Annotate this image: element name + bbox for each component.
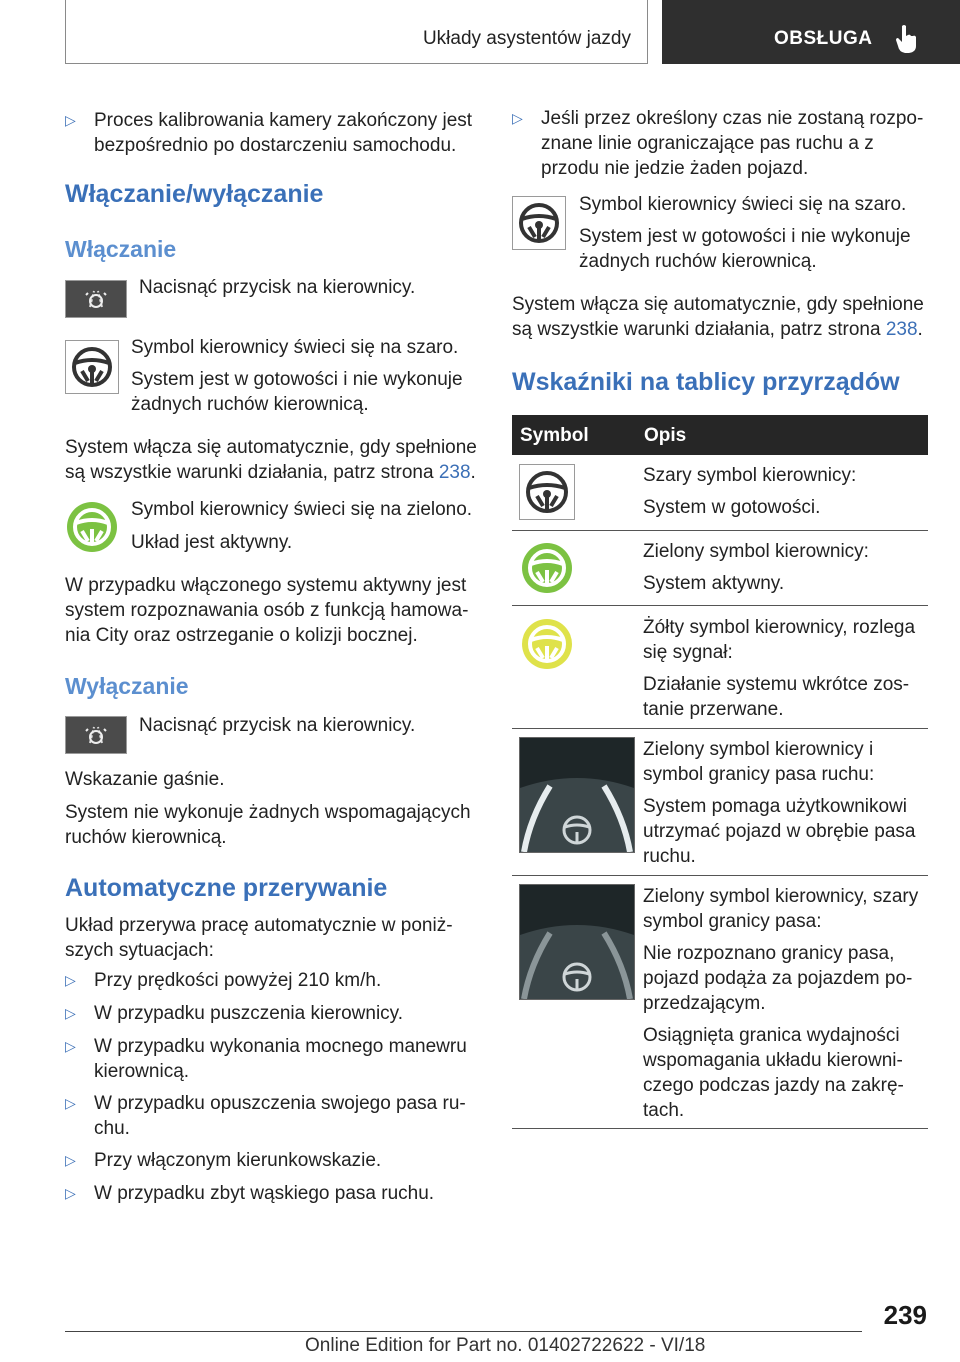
row-desc-line: Żółty symbol kierownicy, rozlega: [643, 617, 916, 638]
right-auto-on-line: System włącza się automatycznie, gdy spełnione: [512, 294, 924, 315]
table-row-divider: [512, 530, 928, 531]
list-item-line: W przypadku zbyt wąskiego pasa ruchu.: [94, 1183, 435, 1204]
on-press-text: Nacisnąć przycisk na kierownicy.: [139, 277, 416, 298]
heading-on-off: Włączanie/wyłączanie: [65, 180, 324, 208]
lane-display-green-icon: [519, 737, 635, 853]
row-desc-line: Zielony symbol kierownicy, szary: [643, 886, 919, 907]
steering-assist-button-icon: [65, 280, 127, 318]
row-desc-line: System pomaga użytkownikowi: [643, 796, 907, 817]
table-row-divider: [512, 875, 928, 876]
list-item-line: Przy włączonym kierunkowskazie.: [94, 1150, 382, 1171]
lane-display-grey-icon: [519, 884, 635, 1000]
interrupt-intro-line: Układ przerywa pracę automatycznie w poniż-: [65, 915, 453, 936]
page-number: 239: [883, 1300, 927, 1330]
row-desc-line: Szary symbol kierownicy:: [643, 465, 857, 486]
bullet-triangle-icon: ▷: [65, 1038, 76, 1054]
footer-edition: Online Edition for Part no. 01402722622 - VI/18: [305, 1335, 706, 1356]
heading-auto-interrupt: Automatyczne przerywanie: [65, 874, 388, 902]
row-desc-line: tach.: [643, 1100, 685, 1121]
row-desc-line: wspomagania układu kierowni-: [643, 1050, 903, 1071]
grey-symbol-text: Symbol kierownicy świeci się na szaro.: [131, 337, 459, 358]
page-ref-link[interactable]: 238: [438, 462, 471, 483]
off-system-line: System nie wykonuje żadnych wspomagających: [65, 802, 471, 823]
auto-on-line: są wszystkie warunki działania, patrz strona: [65, 462, 439, 483]
bullet-triangle-icon: ▷: [512, 110, 523, 126]
table-row: [643, 884, 918, 1123]
list-item-line: chu.: [94, 1118, 130, 1139]
green-steering-wheel-icon: [65, 500, 119, 554]
interrupt-intro-line: szych sytuacjach:: [65, 940, 214, 961]
right-ready-text: [579, 224, 911, 274]
bullet-triangle-icon: ▷: [65, 112, 76, 128]
row-desc-line: się sygnał:: [643, 642, 733, 663]
row-desc-line: Działanie systemu wkrótce zos-: [643, 674, 910, 695]
steering-assist-button-icon: [65, 716, 127, 754]
col-symbol-header: Symbol: [520, 425, 589, 446]
right-ready-line: żadnych ruchów kierownicą.: [579, 251, 817, 272]
header-section-box: [65, 0, 648, 64]
list-item-line: kierownicą.: [94, 1061, 190, 1082]
list-item-line: W przypadku wykonania mocnego manewru: [94, 1036, 467, 1057]
row-desc-line: Nie rozpoznano granicy pasa,: [643, 943, 895, 964]
city-text: [65, 573, 468, 648]
bullet-triangle-icon: ▷: [65, 1095, 76, 1111]
interrupt-intro: [65, 913, 453, 963]
row-desc-line: Zielony symbol kierownicy:: [643, 541, 869, 562]
right-ready-line: System jest w gotowości i nie wykonuje: [579, 226, 911, 247]
row-desc-line: tanie przerwane.: [643, 699, 784, 720]
city-text-line: nia City oraz ostrzeganie o kolizji bocznej.: [65, 625, 418, 646]
intro-bullet-line: bezpośrednio po dostarczeniu samochodu.: [94, 135, 457, 156]
page-ref-link[interactable]: 238: [885, 319, 918, 340]
footer-divider: [65, 1331, 862, 1332]
row-desc-line: symbol granicy pasa:: [643, 911, 822, 932]
off-system-text: [65, 800, 471, 850]
bullet-triangle-icon: ▷: [65, 972, 76, 988]
grey-steering-wheel-icon: [65, 340, 119, 394]
table-row: [643, 539, 869, 596]
right-auto-on-text: System włącza się automatycznie, gdy spełnione są wszystkie warunki działania, patrz strona 238.: [512, 294, 924, 340]
row-desc-line: symbol granicy pasa ruchu:: [643, 764, 875, 785]
right-auto-on-line: są wszystkie warunki działania, patrz strona: [512, 319, 886, 340]
heading-indicators: Wskaźniki na tablicy przyrządów: [512, 368, 900, 396]
right-bullet-line: znane linie ograniczające pas ruchu a z: [541, 133, 874, 154]
table-row: [643, 463, 856, 520]
indicator-table-header: [512, 415, 928, 455]
ready-text-line: żadnych ruchów kierownicą.: [131, 394, 369, 415]
active-text: Układ jest aktywny.: [131, 532, 293, 553]
pointing-hand-icon: [894, 24, 920, 54]
header-section-title: Układy asystentów jazdy: [422, 28, 631, 49]
row-desc-line: System aktywny.: [643, 573, 785, 594]
table-row: [643, 737, 915, 869]
bullet-triangle-icon: ▷: [65, 1152, 76, 1168]
list-item-line: Przy prędkości powyżej 210 km/h.: [94, 970, 382, 991]
row-desc-line: czego podczas jazdy na zakrę-: [643, 1075, 904, 1096]
col-desc-header: Opis: [644, 425, 687, 446]
row-desc-line: ruchu.: [643, 846, 696, 867]
bullet-triangle-icon: ▷: [65, 1185, 76, 1201]
row-desc-line: Zielony symbol kierownicy i: [643, 739, 874, 760]
intro-bullet-line: Proces kalibrowania kamery zakończony jest: [94, 110, 473, 131]
table-row-divider: [512, 1128, 928, 1129]
bullet-triangle-icon: ▷: [65, 1005, 76, 1021]
city-text-line: W przypadku włączonego systemu aktywny jest: [65, 575, 467, 596]
grey-steering-wheel-icon: [519, 464, 575, 520]
ready-text: [131, 367, 463, 417]
header-chapter-tab[interactable]: [662, 0, 960, 64]
row-desc-line: przedzającym.: [643, 993, 766, 1014]
header-chapter-label: OBSŁUGA: [774, 28, 873, 49]
city-text-line: system rozpoznawania osób z funkcją hamowa-: [65, 600, 469, 621]
yellow-steering-wheel-icon: [520, 617, 574, 671]
row-desc-line: pojazd podąża za pojazdem po-: [643, 968, 913, 989]
right-bullet-line: Jeśli przez określony czas nie zostaną rozpo-: [541, 108, 924, 129]
auto-on-line: System włącza się automatycznie, gdy spełnione: [65, 437, 477, 458]
off-system-line: ruchów kierownicą.: [65, 827, 227, 848]
table-row: [643, 615, 915, 722]
right-bullet-line: przodu nie jedzie żaden pojazd.: [541, 158, 809, 179]
green-symbol-text: Symbol kierownicy świeci się na zielono.: [131, 499, 473, 520]
list-item-line: W przypadku puszczenia kierownicy.: [94, 1003, 404, 1024]
row-desc-line: Osiągnięta granica wydajności: [643, 1025, 900, 1046]
row-desc-line: utrzymać pojazd w obrębie pasa: [643, 821, 916, 842]
off-display-text: Wskazanie gaśnie.: [65, 769, 225, 790]
grey-steering-wheel-icon: [512, 196, 566, 250]
table-row-divider: [512, 728, 928, 729]
table-row-divider: [512, 605, 928, 606]
heading-off: Wyłączanie: [65, 673, 189, 699]
list-item-line: W przypadku opuszczenia swojego pasa ru-: [94, 1093, 466, 1114]
row-desc-line: System w gotowości.: [643, 497, 821, 518]
heading-on: Włączanie: [65, 236, 177, 262]
right-grey-symbol-text: Symbol kierownicy świeci się na szaro.: [579, 194, 907, 215]
ready-text-line: System jest w gotowości i nie wykonuje: [131, 369, 463, 390]
auto-on-text: System włącza się automatycznie, gdy spełnione są wszystkie warunki działania, patrz strona 238.: [65, 437, 477, 483]
green-steering-wheel-icon: [520, 541, 574, 595]
off-press-text: Nacisnąć przycisk na kierownicy.: [139, 715, 416, 736]
